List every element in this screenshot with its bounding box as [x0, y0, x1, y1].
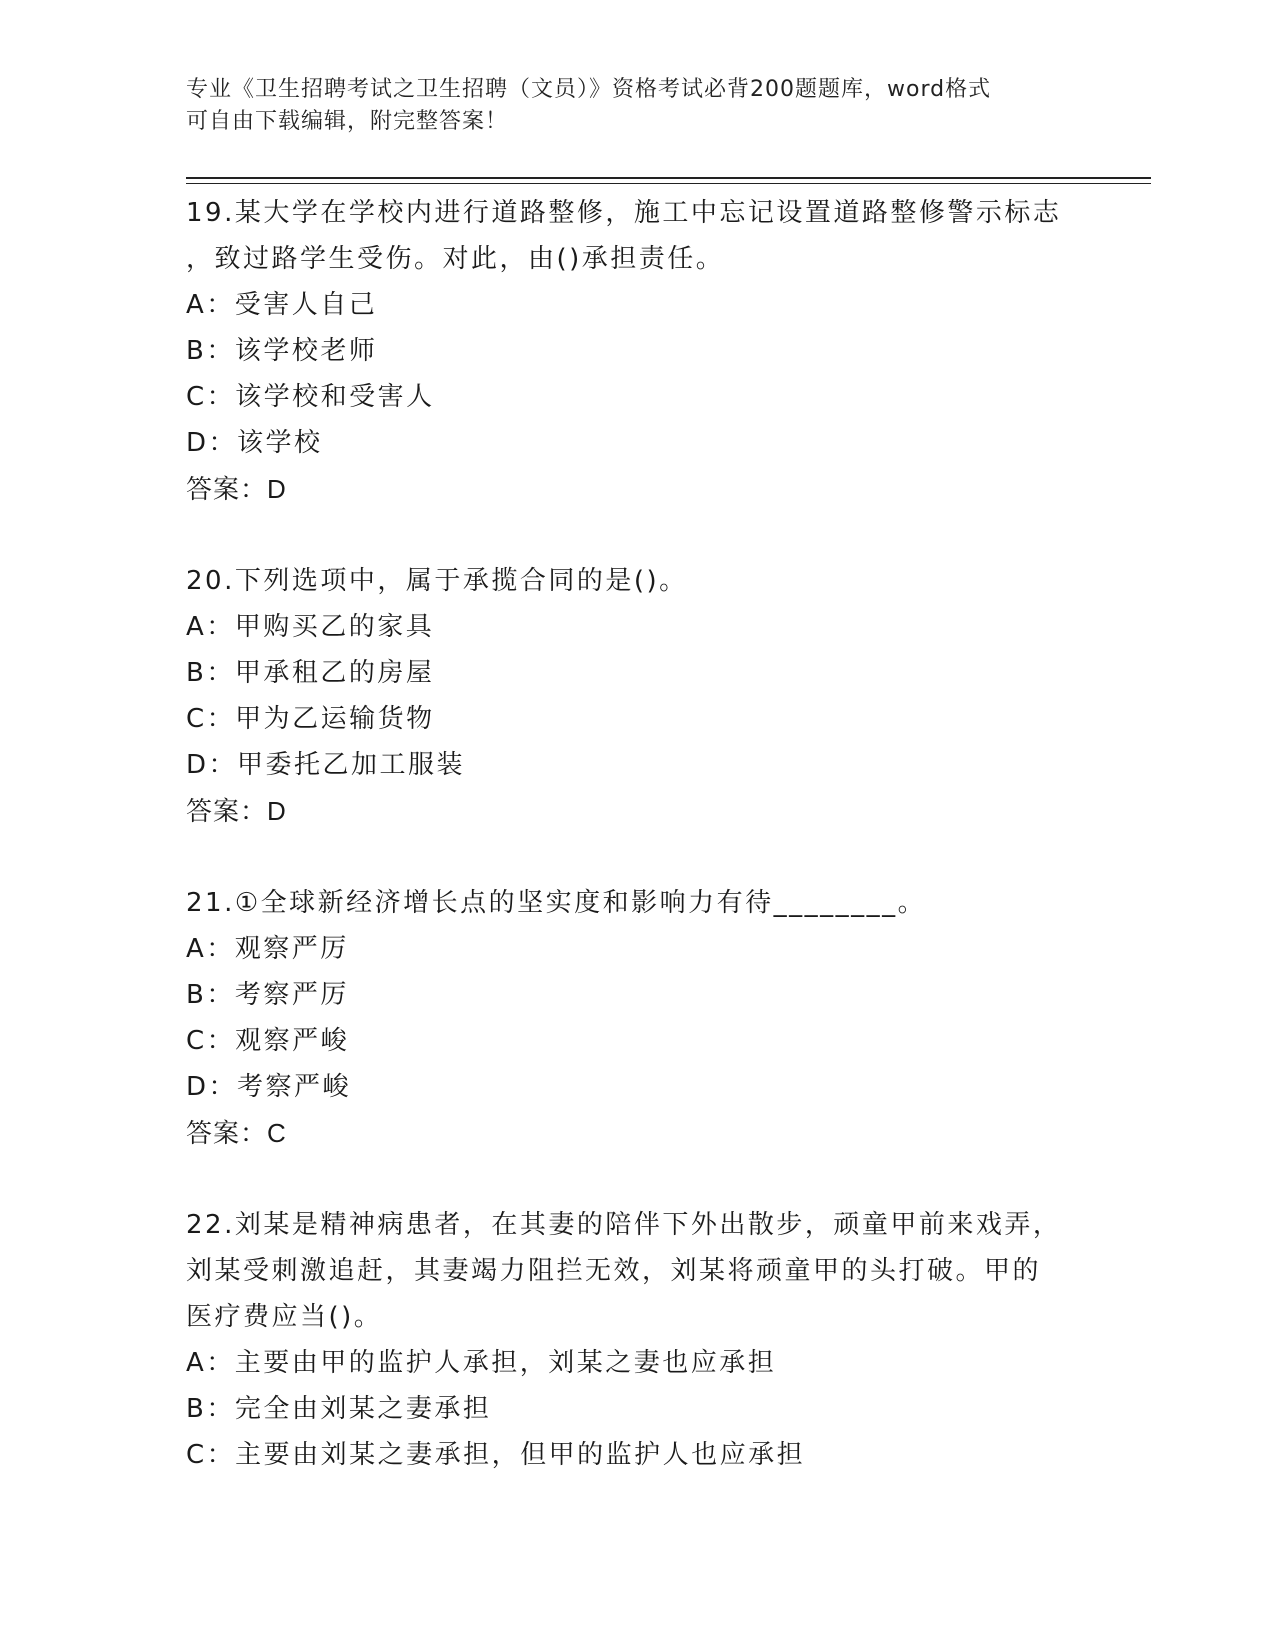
question-22	[186, 1202, 1086, 1478]
question-20	[186, 558, 1086, 834]
answer: 答案：D	[186, 474, 287, 504]
option-c: C：主要由刘某之妻承担，但甲的监护人也应承担	[186, 1440, 806, 1470]
header-rule-thin	[186, 183, 1151, 184]
option-a: A：甲购买乙的家具	[186, 612, 435, 642]
question-stem: 20.下列选项中，属于承揽合同的是()。	[186, 566, 688, 596]
option-c: C：该学校和受害人	[186, 382, 435, 412]
header-line-2: 可自由下载编辑，附完整答案！	[186, 109, 509, 134]
option-d: D：考察严峻	[186, 1072, 352, 1102]
option-d: D：该学校	[186, 428, 323, 458]
question-stem: 刘某受刺激追赶，其妻竭力阻拦无效，刘某将顽童甲的头打破。甲的	[186, 1256, 1042, 1286]
question-stem: 22.刘某是精神病患者，在其妻的陪伴下外出散步，顽童甲前来戏弄，	[186, 1210, 1062, 1240]
answer: 答案：D	[186, 796, 287, 826]
question-stem: 医疗费应当()。	[186, 1302, 383, 1332]
option-a: A：受害人自己	[186, 290, 378, 320]
option-d: D：甲委托乙加工服装	[186, 750, 466, 780]
option-c: C：观察严峻	[186, 1026, 350, 1056]
option-b: B：甲承租乙的房屋	[186, 658, 435, 688]
document-header	[186, 74, 1066, 138]
question-stem: ，致过路学生受伤。对此，由()承担责任。	[186, 244, 725, 274]
spacer	[186, 1156, 1086, 1202]
question-stem: 19.某大学在学校内进行道路整修，施工中忘记设置道路整修警示标志	[186, 198, 1062, 228]
answer: 答案：C	[186, 1118, 287, 1148]
option-a: A：主要由甲的监护人承担，刘某之妻也应承担	[186, 1348, 777, 1378]
header-rule-thick	[186, 177, 1151, 179]
option-b: B：完全由刘某之妻承担	[186, 1394, 492, 1424]
spacer	[186, 834, 1086, 880]
option-c: C：甲为乙运输货物	[186, 704, 435, 734]
option-a: A：观察严厉	[186, 934, 349, 964]
question-stem: 21.①全球新经济增长点的坚实度和影响力有待________。	[186, 888, 927, 918]
option-b: B：考察严厉	[186, 980, 349, 1010]
question-list	[186, 190, 1086, 1478]
question-19	[186, 190, 1086, 512]
option-b: B：该学校老师	[186, 336, 378, 366]
header-line-1: 专业《卫生招聘考试之卫生招聘（文员）》资格考试必背200题题库，word格式	[186, 77, 992, 102]
spacer	[186, 512, 1086, 558]
question-21	[186, 880, 1086, 1156]
